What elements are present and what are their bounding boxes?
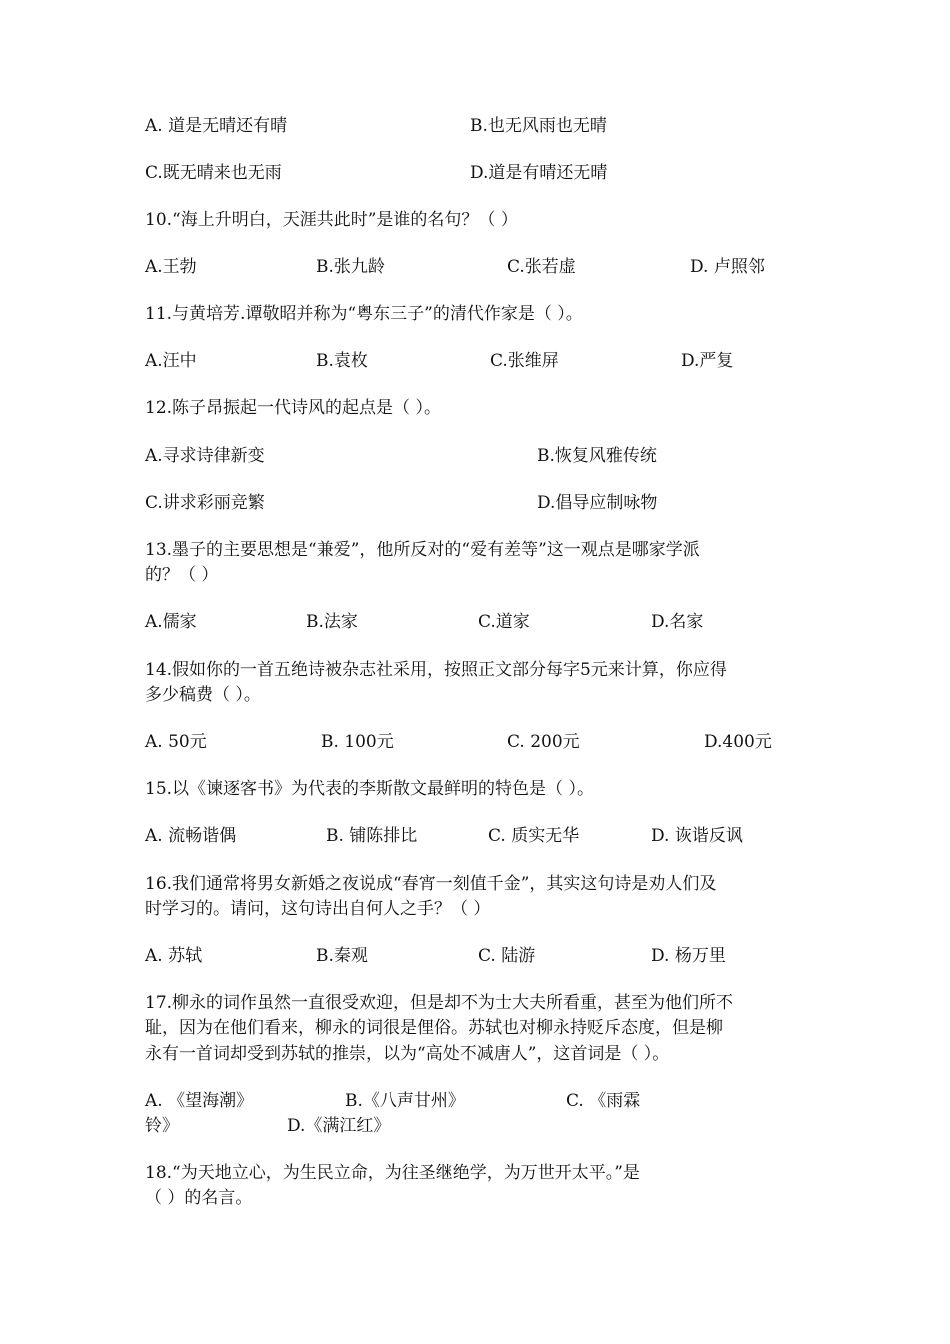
q17-option-a: A. 《望海潮》 <box>145 1091 254 1111</box>
q15-option-a: A. 流畅谐偶 <box>145 826 237 846</box>
q11-option-b: B.袁枚 <box>316 351 368 371</box>
q16-option-c: C. 陆游 <box>478 946 536 966</box>
q16-option-a: A. 苏轼 <box>145 946 203 966</box>
q16-stem-line-1: 16.我们通常将男女新婚之夜说成“春宵一刻值千金”，其实这句诗是劝人们及 <box>145 874 717 894</box>
q11-stem: 11.与黄培芳.谭敬昭并称为“粤东三子”的清代作家是（ ）。 <box>145 304 583 324</box>
q15-stem: 15.以《谏逐客书》为代表的李斯散文最鲜明的特色是（ ）。 <box>145 779 594 799</box>
q12-option-c: C.讲求彩丽竞繁 <box>145 493 265 513</box>
q17-stem-line-3: 永有一首词却受到苏轼的推崇，以为“高处不减唐人”，这首词是（ ）。 <box>145 1044 670 1064</box>
q13-option-b: B.法家 <box>306 612 358 632</box>
q14-option-d: D.400元 <box>704 732 772 752</box>
q10-stem: 10.“海上升明白，天涯共此时”是谁的名句？（ ） <box>145 210 518 230</box>
q14-stem-line-1: 14.假如你的一首五绝诗被杂志社采用，按照正文部分每字5元来计算，你应得 <box>145 660 727 680</box>
q14-option-a: A. 50元 <box>145 732 207 752</box>
q18-stem-line-2: （ ）的名言。 <box>145 1188 253 1208</box>
q17-option-c-part-2: 铃》 <box>145 1116 179 1136</box>
q13-option-a: A.儒家 <box>145 612 197 632</box>
q13-option-d: D.名家 <box>651 612 704 632</box>
q12-option-b: B.恢复风雅传统 <box>537 446 657 466</box>
q17-stem-line-2: 耻，因为在他们看来，柳永的词很是俚俗。苏轼也对柳永持贬斥态度，但是柳 <box>145 1018 723 1038</box>
q17-stem-line-1: 17.柳永的词作虽然一直很受欢迎，但是却不为士大夫所看重，甚至为他们所不 <box>145 993 734 1013</box>
q15-option-b: B. 铺陈排比 <box>326 826 418 846</box>
q10-option-d: D. 卢照邻 <box>690 257 765 277</box>
q14-option-b: B. 100元 <box>321 732 394 752</box>
q16-option-d: D. 杨万里 <box>651 946 726 966</box>
q18-stem-line-1: 18.“为天地立心，为生民立命，为往圣继绝学，为万世开太平。”是 <box>145 1163 640 1183</box>
q14-option-c: C. 200元 <box>507 732 580 752</box>
q10-option-c: C.张若虚 <box>507 257 576 277</box>
q11-option-a: A.汪中 <box>145 351 197 371</box>
q14-stem-line-2: 多少稿费（ ）。 <box>145 685 261 705</box>
q12-option-d: D.倡导应制咏物 <box>537 493 658 513</box>
q10-option-b: B.张九龄 <box>316 257 385 277</box>
q9-option-c: C.既无晴来也无雨 <box>145 163 282 183</box>
q15-option-c: C. 质实无华 <box>488 826 580 846</box>
q9-option-b: B.也无风雨也无晴 <box>470 116 607 136</box>
q17-option-c-part-1: C. 《雨霖 <box>566 1091 641 1111</box>
q11-option-d: D.严复 <box>681 351 734 371</box>
q13-option-c: C.道家 <box>478 612 530 632</box>
q13-stem-line-2: 的？（ ） <box>145 565 219 585</box>
q12-option-a: A.寻求诗律新变 <box>145 446 265 466</box>
q15-option-d: D. 诙谐反讽 <box>651 826 743 846</box>
q17-option-d: D.《满江红》 <box>287 1116 391 1136</box>
q10-option-a: A.王勃 <box>145 257 197 277</box>
q12-stem: 12.陈子昂振起一代诗风的起点是（ ）。 <box>145 398 441 418</box>
q11-option-c: C.张维屏 <box>490 351 559 371</box>
q9-option-d: D.道是有晴还无晴 <box>470 163 608 183</box>
q9-option-a: A. 道是无晴还有晴 <box>145 116 288 136</box>
q16-option-b: B.秦观 <box>316 946 368 966</box>
q17-option-b: B.《八声甘州》 <box>345 1091 465 1111</box>
q13-stem-line-1: 13.墨子的主要思想是“兼爱”，他所反对的“爱有差等”这一观点是哪家学派 <box>145 540 700 560</box>
q16-stem-line-2: 时学习的。请问，这句诗出自何人之手？（ ） <box>145 899 491 919</box>
